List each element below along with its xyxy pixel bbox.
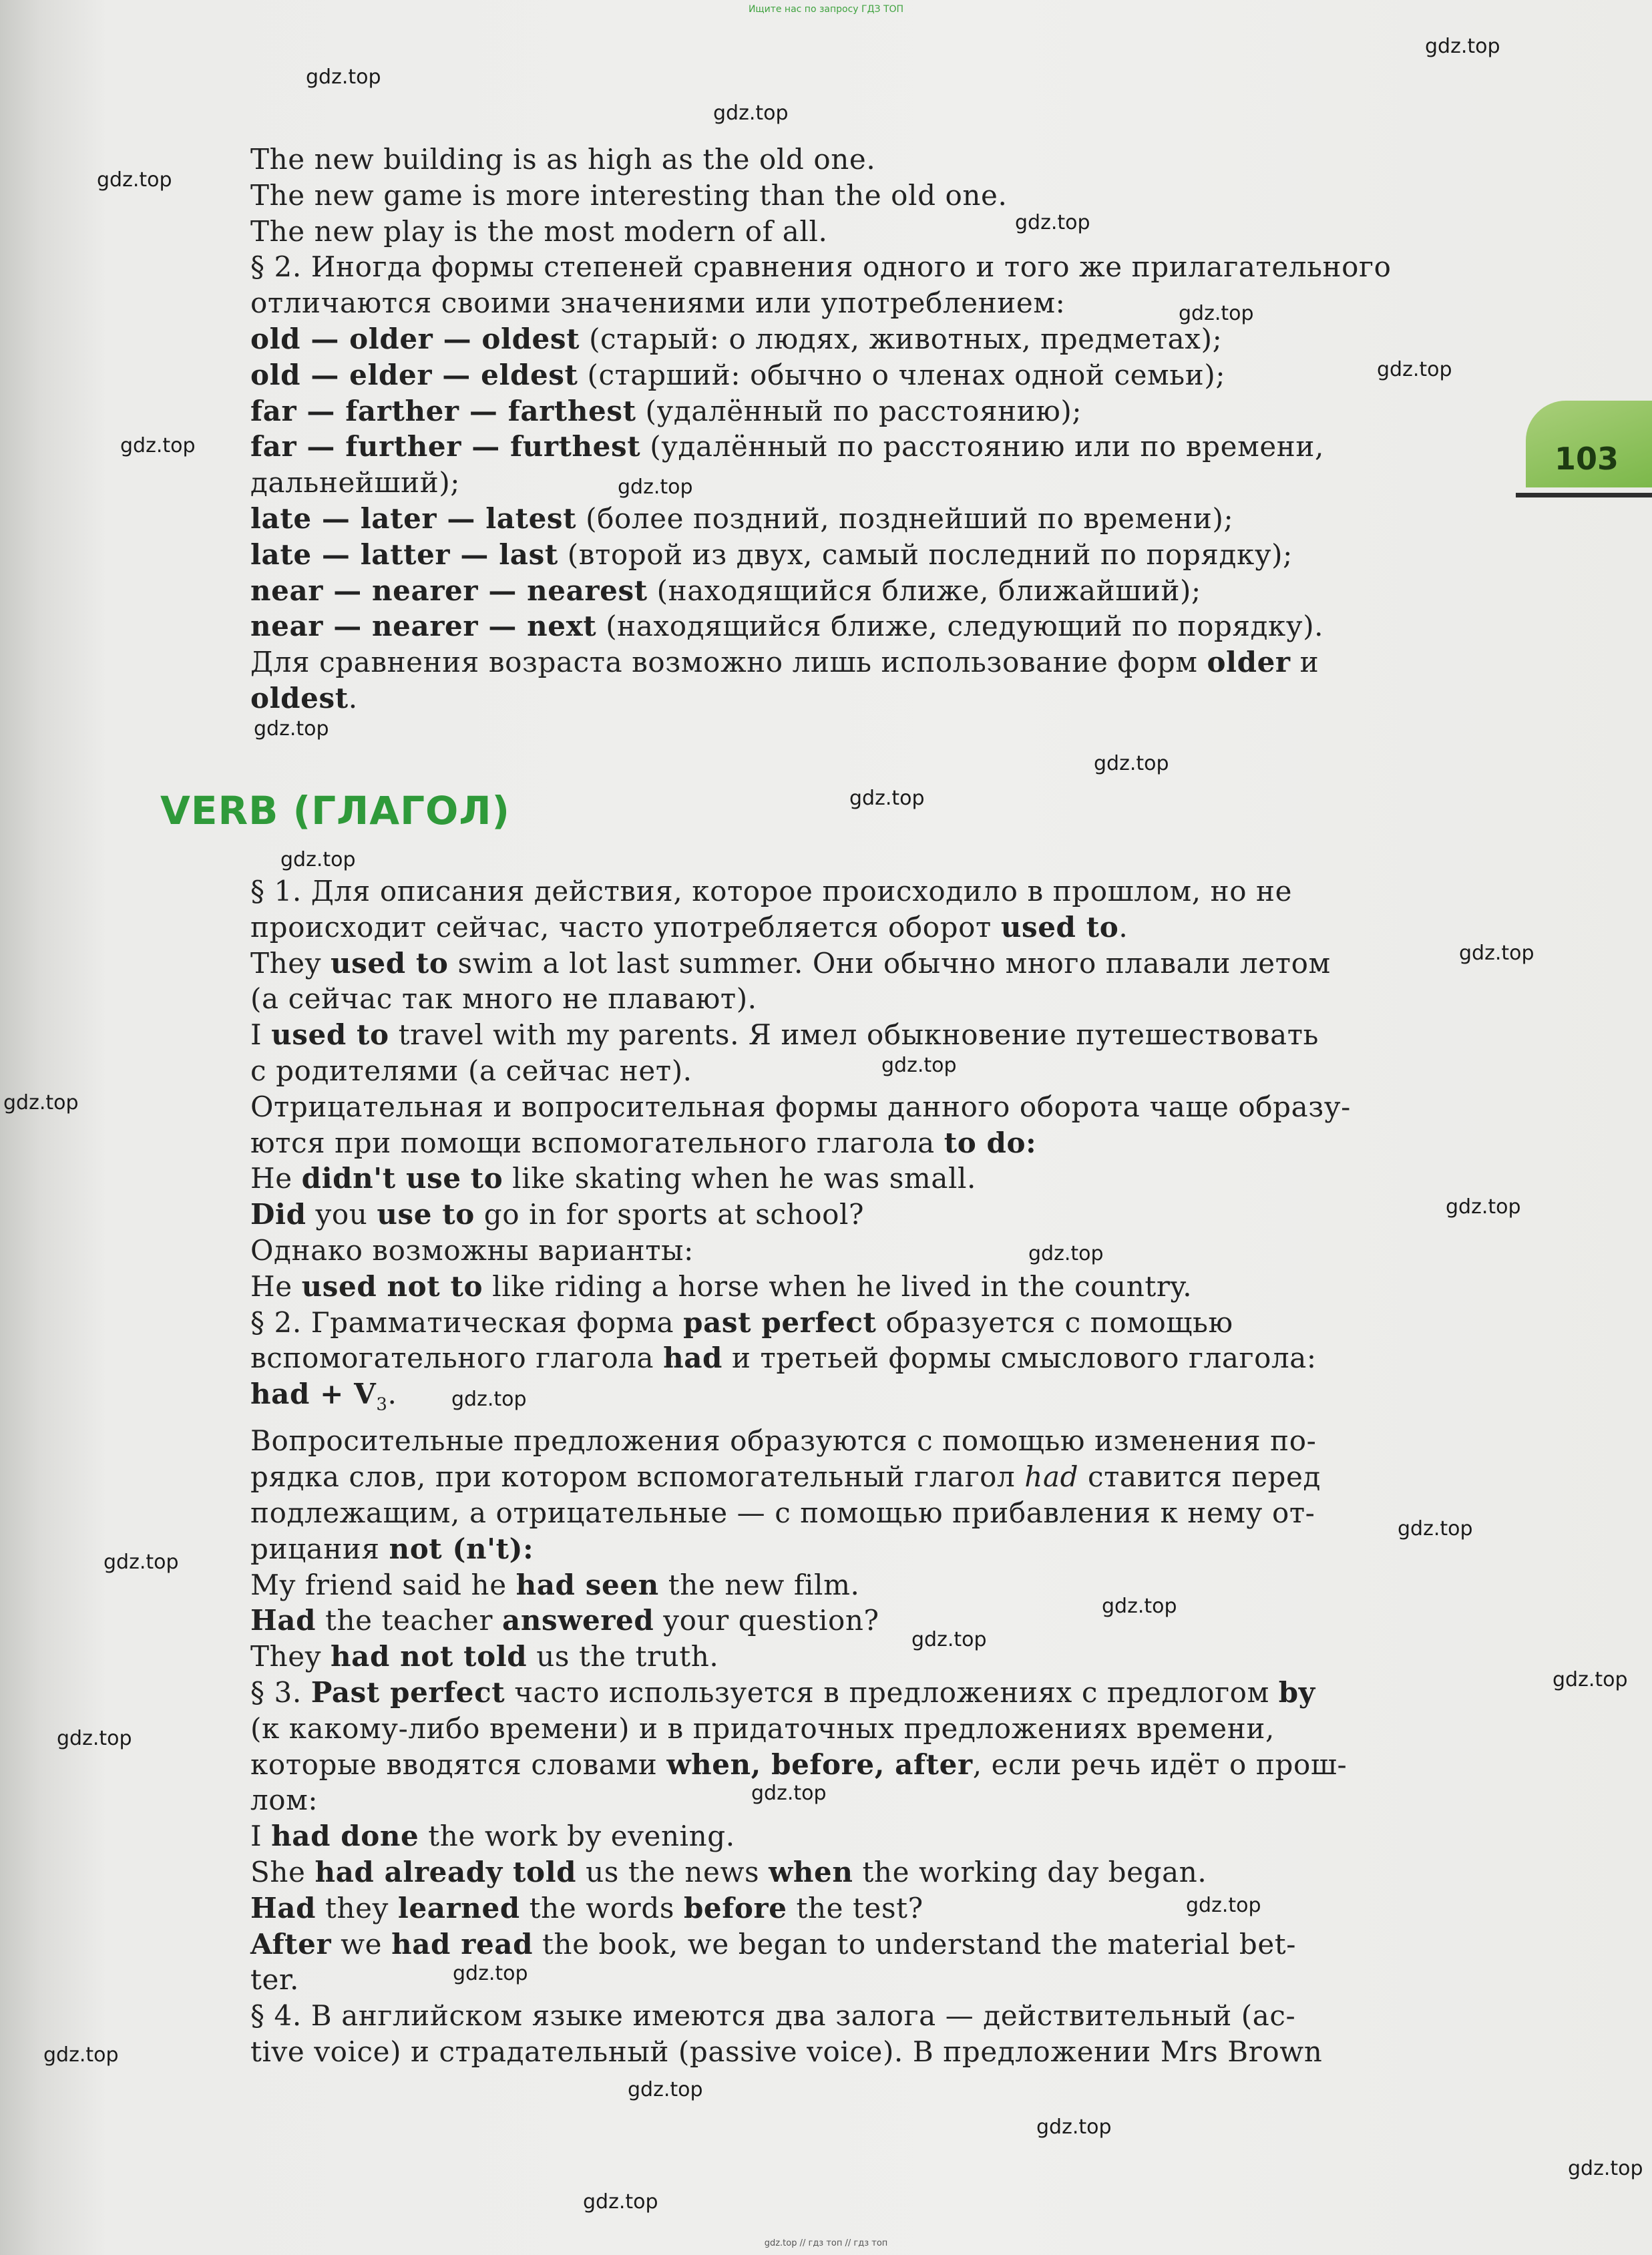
text-line: § 2. Грамматическая форма past perfect образуется с помощью — [250, 1305, 1233, 1339]
text-line: § 3. Past perfect часто используется в предложениях с предлогом by — [250, 1675, 1315, 1709]
text-line: Однако возможны варианты: — [250, 1233, 694, 1267]
form-line: late — latter — last (второй из двух, самый последний по порядку); — [250, 538, 1293, 571]
watermark: gdz.top — [57, 1727, 132, 1750]
verb-block — [250, 873, 1456, 2070]
watermark: gdz.top — [3, 1091, 79, 1114]
example-line: с родителями (а сейчас нет). — [250, 1054, 692, 1087]
footer-note: gdz.top // гдз топ // гдз топ — [764, 2238, 888, 2248]
watermark: gdz.top — [104, 1551, 179, 1574]
form-line: far — farther — farthest (удалённый по расстоянию); — [250, 394, 1082, 427]
page-tab-rule — [1516, 493, 1652, 497]
example-line: Had the teacher answered your question? — [250, 1604, 879, 1637]
form-line: old — older — oldest (старый: о людях, животных, предметах); — [250, 322, 1223, 355]
text-line: § 4. В английском языке имеются два залога — действительный (ac- — [250, 1999, 1296, 2033]
text-line: рицания not (n't): — [250, 1532, 534, 1565]
watermark: gdz.top — [43, 2043, 119, 2067]
watermark: gdz.top — [1459, 942, 1534, 965]
text-line: лом: — [250, 1784, 319, 1817]
watermark: gdz.top — [713, 101, 789, 125]
example-line: After we had read the book, we began to understand the material bet- — [250, 1927, 1297, 1961]
example-line: They used to swim a lot last summer. Они обычно много плавали летом — [250, 946, 1331, 980]
age-note: Для сравнения возраста возможно лишь использование форм older и — [250, 646, 1319, 679]
watermark: gdz.top — [618, 475, 693, 499]
watermark: gdz.top — [1568, 2157, 1643, 2180]
watermark: gdz.top — [1446, 1195, 1521, 1219]
watermark: gdz.top — [453, 1962, 528, 1985]
watermark: gdz.top — [1425, 35, 1500, 58]
form-line: дальнейший); — [250, 466, 461, 499]
page-number: 103 — [1555, 441, 1619, 477]
text-line: происходит сейчас, часто употребляется оборот used to. — [250, 910, 1128, 944]
text-line: которые вводятся словами when, before, after, если речь идёт о прош- — [250, 1748, 1348, 1781]
watermark: gdz.top — [1102, 1595, 1177, 1618]
form-line: far — further — furthest (удалённый по расстоянию или по времени, — [250, 430, 1324, 463]
form-line: old — elder — eldest (старший: обычно о членах одной семьи); — [250, 358, 1226, 391]
watermark: gdz.top — [911, 1628, 987, 1651]
example-line: She had already told us the news when the working day began. — [250, 1855, 1207, 1888]
example-line: He used not to like riding a horse when he lived in the country. — [250, 1269, 1193, 1303]
text-line: ются при помощи вспомогательного глагола to do: — [250, 1126, 1037, 1159]
watermark: gdz.top — [280, 848, 356, 871]
watermark: gdz.top — [1015, 211, 1090, 234]
watermark: gdz.top — [1398, 1517, 1473, 1541]
text-line: (к какому-либо времени) и в придаточных предложениях времени, — [250, 1711, 1275, 1745]
section-heading: VERB (ГЛАГОЛ) — [160, 788, 511, 833]
text-line: Отрицательная и вопросительная формы данного оборота чаще образу- — [250, 1090, 1351, 1123]
text-line: § 1. Для описания действия, которое происходило в прошлом, но не — [250, 875, 1293, 907]
text-line: вспомогательного глагола had и третьей формы смыслового глагола: — [250, 1342, 1317, 1375]
example-line: My friend said he had seen the new film. — [250, 1568, 860, 1601]
text-line: рядка слов, при котором вспомогательный глагол had ставится перед — [250, 1460, 1321, 1494]
example-line: ter. — [250, 1963, 299, 1997]
watermark: gdz.top — [1028, 1242, 1104, 1265]
watermark: gdz.top — [849, 787, 925, 810]
text-line: The new building is as high as the old one. — [250, 143, 876, 176]
watermark: gdz.top — [1036, 2115, 1112, 2139]
watermark: gdz.top — [1377, 358, 1452, 381]
watermark: gdz.top — [306, 65, 381, 89]
example-line: He didn't use to like skating when he was small. — [250, 1162, 976, 1195]
text-line: The new game is more interesting than the old one. — [250, 178, 1008, 212]
watermark: gdz.top — [881, 1054, 957, 1077]
example-line: (а сейчас так много не плавают). — [250, 982, 757, 1016]
text-line: The new play is the most modern of all. — [250, 214, 828, 248]
watermark: gdz.top — [1179, 302, 1254, 325]
example-line: Did you use to go in for sports at school? — [250, 1198, 865, 1231]
formula-line: had + $V_3$. — [250, 1378, 397, 1415]
watermark: gdz.top — [583, 2190, 658, 2214]
text-line: отличаются своими значениями или употреблением: — [250, 286, 1066, 320]
watermark: gdz.top — [97, 168, 172, 192]
watermark: gdz.top — [751, 1782, 827, 1805]
form-line: late — later — latest (более поздний, позднейший по времени); — [250, 501, 1234, 535]
text-line: § 2. Иногда формы степеней сравнения одного и того же прилагательного — [250, 250, 1392, 284]
text-line: подлежащим, а отрицательные — с помощью прибавления к нему от- — [250, 1496, 1315, 1529]
form-line: near — nearer — next (находящийся ближе, следующий по порядку). — [250, 610, 1324, 643]
watermark: gdz.top — [1553, 1668, 1628, 1691]
example-line: Had they learned the words before the test? — [250, 1891, 923, 1924]
watermark: gdz.top — [254, 717, 329, 741]
form-line: near — nearer — nearest (находящийся ближе, ближайший); — [250, 574, 1201, 607]
watermark: gdz.top — [1094, 752, 1169, 775]
watermark: gdz.top — [120, 434, 196, 457]
header-note: Ищите нас по запросу ГДЗ ТОП — [748, 4, 904, 15]
watermark: gdz.top — [451, 1388, 527, 1411]
text-line: tive voice) и страдательный (passive voice). В предложении Mrs Brown — [250, 2035, 1323, 2068]
watermark: gdz.top — [1186, 1894, 1261, 1917]
age-note: oldest. — [250, 681, 358, 714]
comparison-block — [250, 142, 1456, 716]
example-line: They had not told us the truth. — [250, 1640, 719, 1673]
example-line: I had done the work by evening. — [250, 1820, 735, 1853]
text-line: Вопросительные предложения образуются с помощью изменения по- — [250, 1424, 1317, 1458]
example-line: I used to travel with my parents. Я имел обыкновение путешествовать — [250, 1018, 1319, 1052]
watermark: gdz.top — [628, 2078, 703, 2101]
